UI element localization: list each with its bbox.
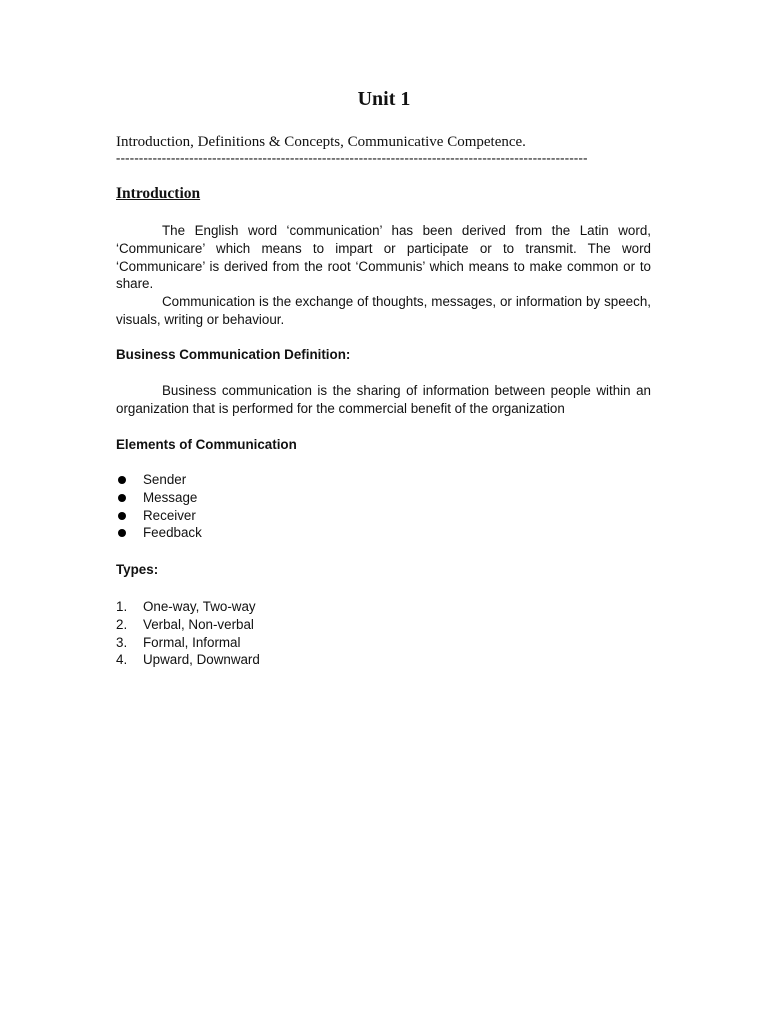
list-item-label: Upward, Downward (143, 652, 260, 668)
list-item-label: Formal, Informal (143, 634, 241, 650)
list-item-number: 3. (116, 634, 128, 650)
elements-list (116, 471, 202, 542)
list-item (116, 524, 202, 542)
list-item (116, 598, 260, 616)
list-item-label: Sender (143, 472, 187, 487)
list-item-number: 1. (116, 599, 128, 614)
list-item-number: 2. (116, 616, 128, 632)
bullet-icon (118, 529, 126, 537)
list-item (116, 651, 260, 669)
unit-subtitle: Introduction, Definitions & Concepts, Communicative Competence. (116, 134, 526, 150)
list-item-number: 4. (116, 652, 128, 668)
list-item-label: One-way, Two-way (143, 599, 256, 614)
list-item-label: Verbal, Non-verbal (143, 616, 254, 632)
list-item-label: Message (143, 489, 198, 505)
list-item (116, 489, 202, 507)
business-definition-heading: Business Communication Definition: (116, 347, 351, 362)
elements-heading: Elements of Communication (116, 437, 297, 452)
dashed-divider: ------------------------------------------------------------------------------------------------------- (116, 150, 588, 165)
types-heading: Types: (116, 562, 159, 577)
list-item-label: Feedback (143, 525, 202, 541)
bullet-icon (118, 512, 126, 520)
list-item (116, 471, 202, 489)
list-item (116, 634, 260, 652)
list-item (116, 616, 260, 634)
introduction-paragraph-1: The English word ‘communication’ has been derived from the Latin word, ‘Communicare’ which means to impart or participate or to transmit. The word ‘Communicare’ is derived from the root ‘Communis’ which means to make common or to share. (116, 223, 651, 292)
list-item (116, 507, 202, 525)
bullet-icon (118, 494, 126, 502)
business-definition-paragraph: Business communication is the sharing of information between people within an organization that is performed for the commercial benefit of the organization (116, 383, 651, 416)
bullet-icon (118, 476, 126, 484)
list-item-label: Receiver (143, 507, 196, 523)
introduction-paragraph-2: Communication is the exchange of thoughts, messages, or information by speech, visuals, writing or behaviour. (116, 294, 651, 327)
page-title: Unit 1 (357, 88, 411, 110)
introduction-heading: Introduction (116, 185, 201, 202)
types-list (116, 598, 260, 669)
